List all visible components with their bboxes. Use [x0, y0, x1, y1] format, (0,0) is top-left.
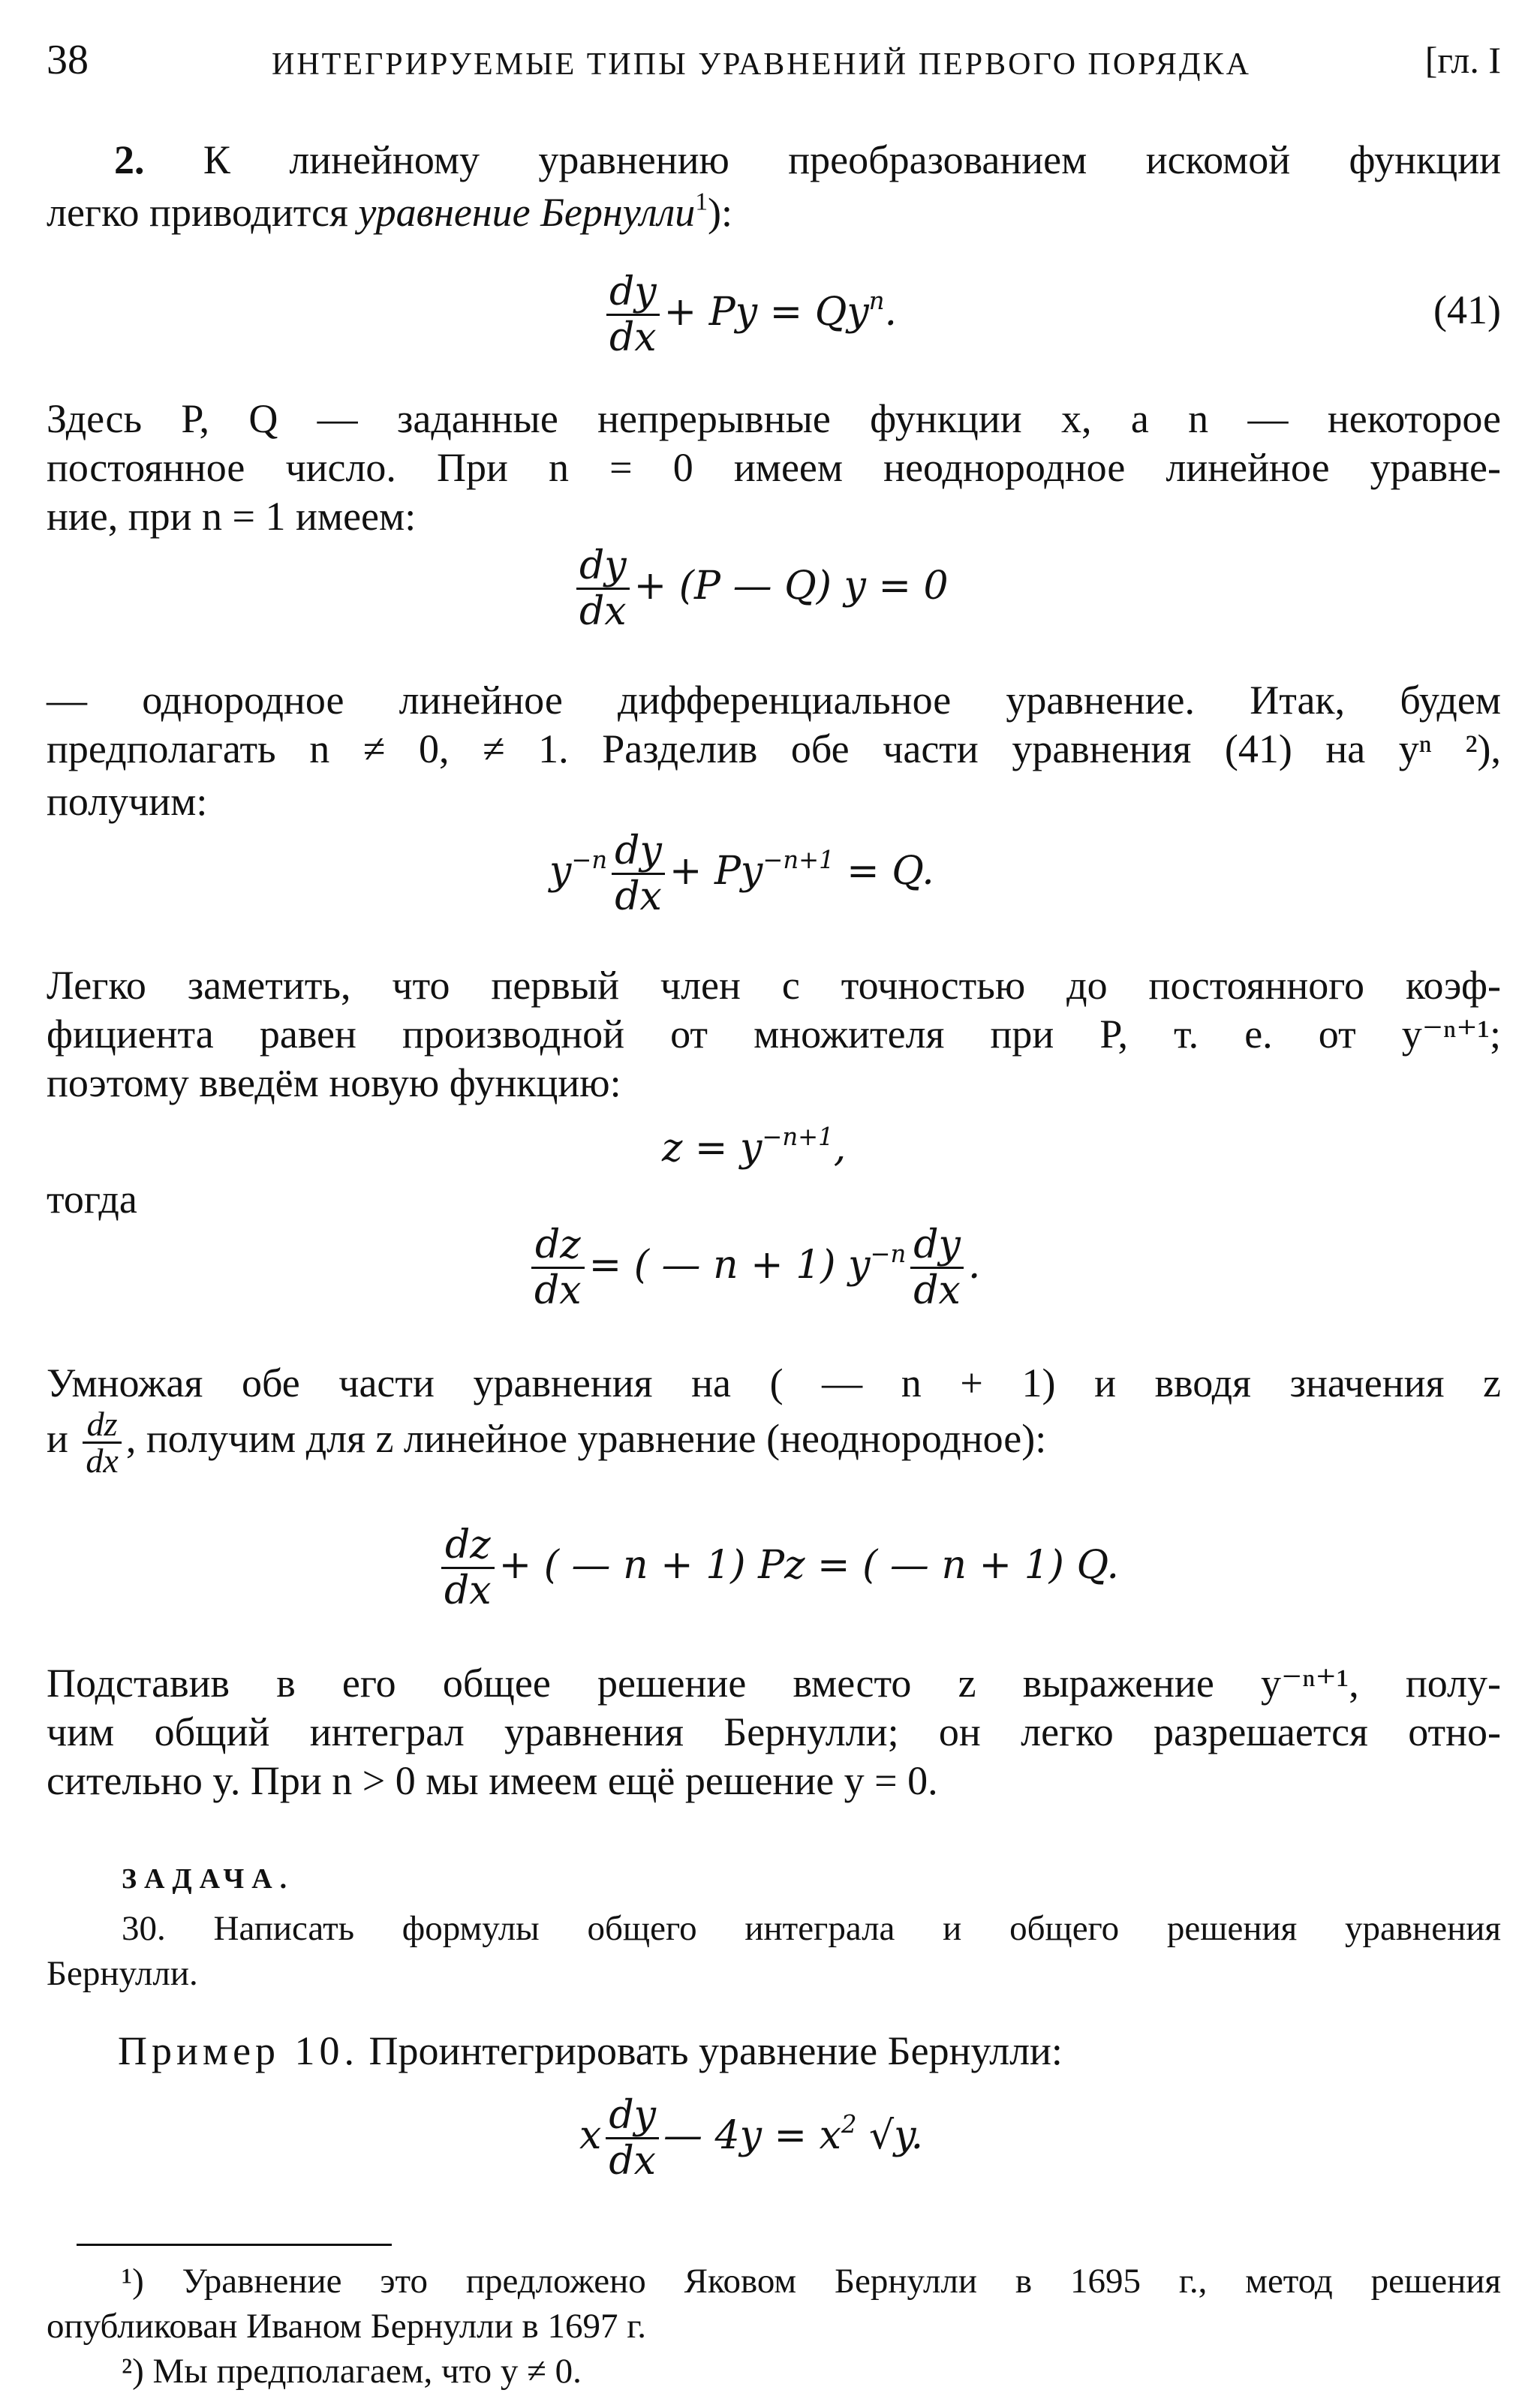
task-line1 [47, 1906, 1501, 1951]
para1-line2-a: легко приводится [47, 190, 359, 235]
book-page [47, 0, 1501, 2408]
footnote-rule [77, 2244, 392, 2246]
equation-linear-z [437, 1523, 1119, 1613]
fraction-dy-dx [612, 829, 665, 918]
equation-dz-dx [527, 1223, 980, 1312]
equation-divided [549, 829, 934, 918]
para6-line2: чим общий интеграл уравнения Бернулли; он легко разрешается отно- [47, 1709, 1501, 1754]
eq-ex-root: √y [869, 2113, 911, 2158]
footnote-1-line2: опубликован Иваном Бернулли в 1697 г. [47, 2307, 646, 2346]
footnote-ref-1: 1 [695, 188, 708, 216]
eq-div-pre: y [549, 849, 572, 894]
para3-line2: предполагать n ≠ 0, ≠ 1. Разделив обе части уравнения (41) на yⁿ ²), [47, 726, 1501, 771]
eq-dz-mid: = ( — n + 1) y [588, 1243, 871, 1288]
eq-lin-rest: + ( — n + 1) Pz = ( — n + 1) Q. [498, 1543, 1120, 1588]
para6-line3: сительно y. При n > 0 мы имеем ещё решение y = 0. [47, 1758, 938, 1803]
footnote-1-line1 [47, 2259, 1501, 2304]
para1-line1 [47, 135, 1501, 185]
eq-div-end: = Q. [847, 849, 934, 894]
eq-homog-rest: + (P — Q) y = 0 [633, 564, 949, 609]
equation-z [662, 1123, 847, 1171]
frac-num: dy [606, 270, 660, 316]
task-line1-text: 30. Написать формулы общего интеграла и общего решения уравнения [122, 1909, 1501, 1948]
example-text: Проинтегрировать уравнение Бернулли: [359, 2028, 1063, 2073]
task-line2: Бернулли. [47, 1954, 198, 1993]
eq-ex-end: . [910, 2113, 924, 2158]
frac-den: dx [609, 2139, 656, 2184]
eq41-end: . [884, 290, 898, 335]
para2-line3: ние, при n = 1 имеем: [47, 494, 417, 539]
footnote-1-line1-text: ¹) Уравнение это предложено Яковом Бернулли в 1695 г., метод решения [122, 2262, 1501, 2301]
running-title: ИНТЕГРИРУЕМЫЕ ТИПЫ УРАВНЕНИЙ ПЕРВОГО ПОРЯДКА [272, 47, 1251, 82]
para3-line3: получим: [47, 779, 208, 824]
para2-line1: Здесь P, Q — заданные непрерывные функции x, а n — некоторое [47, 396, 1501, 441]
frac-num: dy [576, 544, 630, 590]
example-label: Пример 10. [118, 2028, 359, 2073]
eq-ex-exp: 2 [841, 2110, 857, 2139]
para5-line1: Умножая обе части уравнения на ( — n + 1) и вводя значения z [47, 1360, 1501, 1405]
eq41-exp: n [868, 287, 885, 316]
fraction-dy-dx [910, 1223, 964, 1312]
eq41-rest: + Py = Qy [663, 290, 869, 335]
frac-num: dy [606, 2094, 659, 2139]
bernoulli-term: уравнение Бернулли [358, 190, 696, 235]
frac-num: dz [441, 1523, 495, 1569]
para2-line2: постоянное число. При n = 0 имеем неоднородное линейное уравне- [47, 445, 1501, 490]
equation-example [579, 2094, 923, 2183]
fraction-dz-dx [441, 1523, 495, 1613]
frac-num: dy [612, 829, 665, 875]
example-heading [47, 2026, 1537, 2076]
eq-div-rest-exp: −n+1 [762, 846, 835, 875]
word-then: тогда [47, 1177, 137, 1222]
frac-den: dx [534, 1268, 582, 1313]
task-label [47, 1850, 1537, 1904]
para3-line1: — однородное линейное дифференциальное уравнение. Итак, будем [47, 678, 1501, 723]
frac-num: dz [531, 1223, 585, 1269]
para1-line2 [47, 188, 1501, 237]
equation-41-label: (41) [1433, 287, 1501, 332]
task-label-text: ЗАДАЧА. [122, 1863, 295, 1895]
frac-den: dx [86, 1441, 119, 1480]
fraction-dy-dx [576, 544, 630, 633]
eq-z-end: , [833, 1126, 847, 1171]
fraction-dy-dx [606, 2094, 659, 2183]
frac-den: dx [615, 874, 662, 919]
para1-line2-b: ): [708, 190, 733, 235]
para5-line2 [47, 1407, 1501, 1478]
frac-den: dx [579, 589, 627, 634]
equation-homogeneous [572, 544, 949, 633]
para1-line1-text: К линейному уравнению преобразованием искомой функции [144, 137, 1501, 182]
para5-line2-a: и [47, 1415, 68, 1461]
para5-line2-b: , получим для z линейное уравнение (неоднородное): [125, 1415, 1047, 1461]
fraction-dz-dx-inline [83, 1407, 121, 1478]
section-number: 2. [114, 137, 145, 182]
eq-div-pre-exp: −n [571, 846, 608, 875]
eq-ex-pre: x [579, 2113, 602, 2158]
frac-den: dx [444, 1568, 492, 1613]
eq-z-text: z = y [662, 1126, 762, 1171]
frac-den: dx [913, 1268, 961, 1313]
para4-line2: фициента равен производной от множителя при P, т. е. от y⁻ⁿ⁺¹; [47, 1012, 1501, 1057]
para4-line3: поэтому введём новую функцию: [47, 1060, 621, 1105]
eq-div-rest: + Py [669, 849, 763, 894]
para6-line1: Подставив в его общее решение вместо z выражение y⁻ⁿ⁺¹, полу- [47, 1661, 1501, 1706]
frac-num: dz [83, 1407, 121, 1444]
chapter-marker: [гл. I [1424, 39, 1501, 81]
page-number: 38 [47, 37, 89, 83]
fraction-dz-dx [531, 1223, 585, 1312]
frac-den: dx [609, 315, 657, 360]
eq-ex-rest: — 4y = x [663, 2113, 841, 2158]
eq-dz-end: . [967, 1243, 981, 1288]
para4-line1: Легко заметить, что первый член с точностью до постоянного коэф- [47, 963, 1501, 1008]
eq-dz-mid-exp: −n [870, 1240, 907, 1269]
footnote-2: ²) Мы предполагаем, что y ≠ 0. [122, 2352, 582, 2391]
frac-num: dy [910, 1223, 964, 1269]
eq-z-exp: −n+1 [762, 1123, 834, 1152]
